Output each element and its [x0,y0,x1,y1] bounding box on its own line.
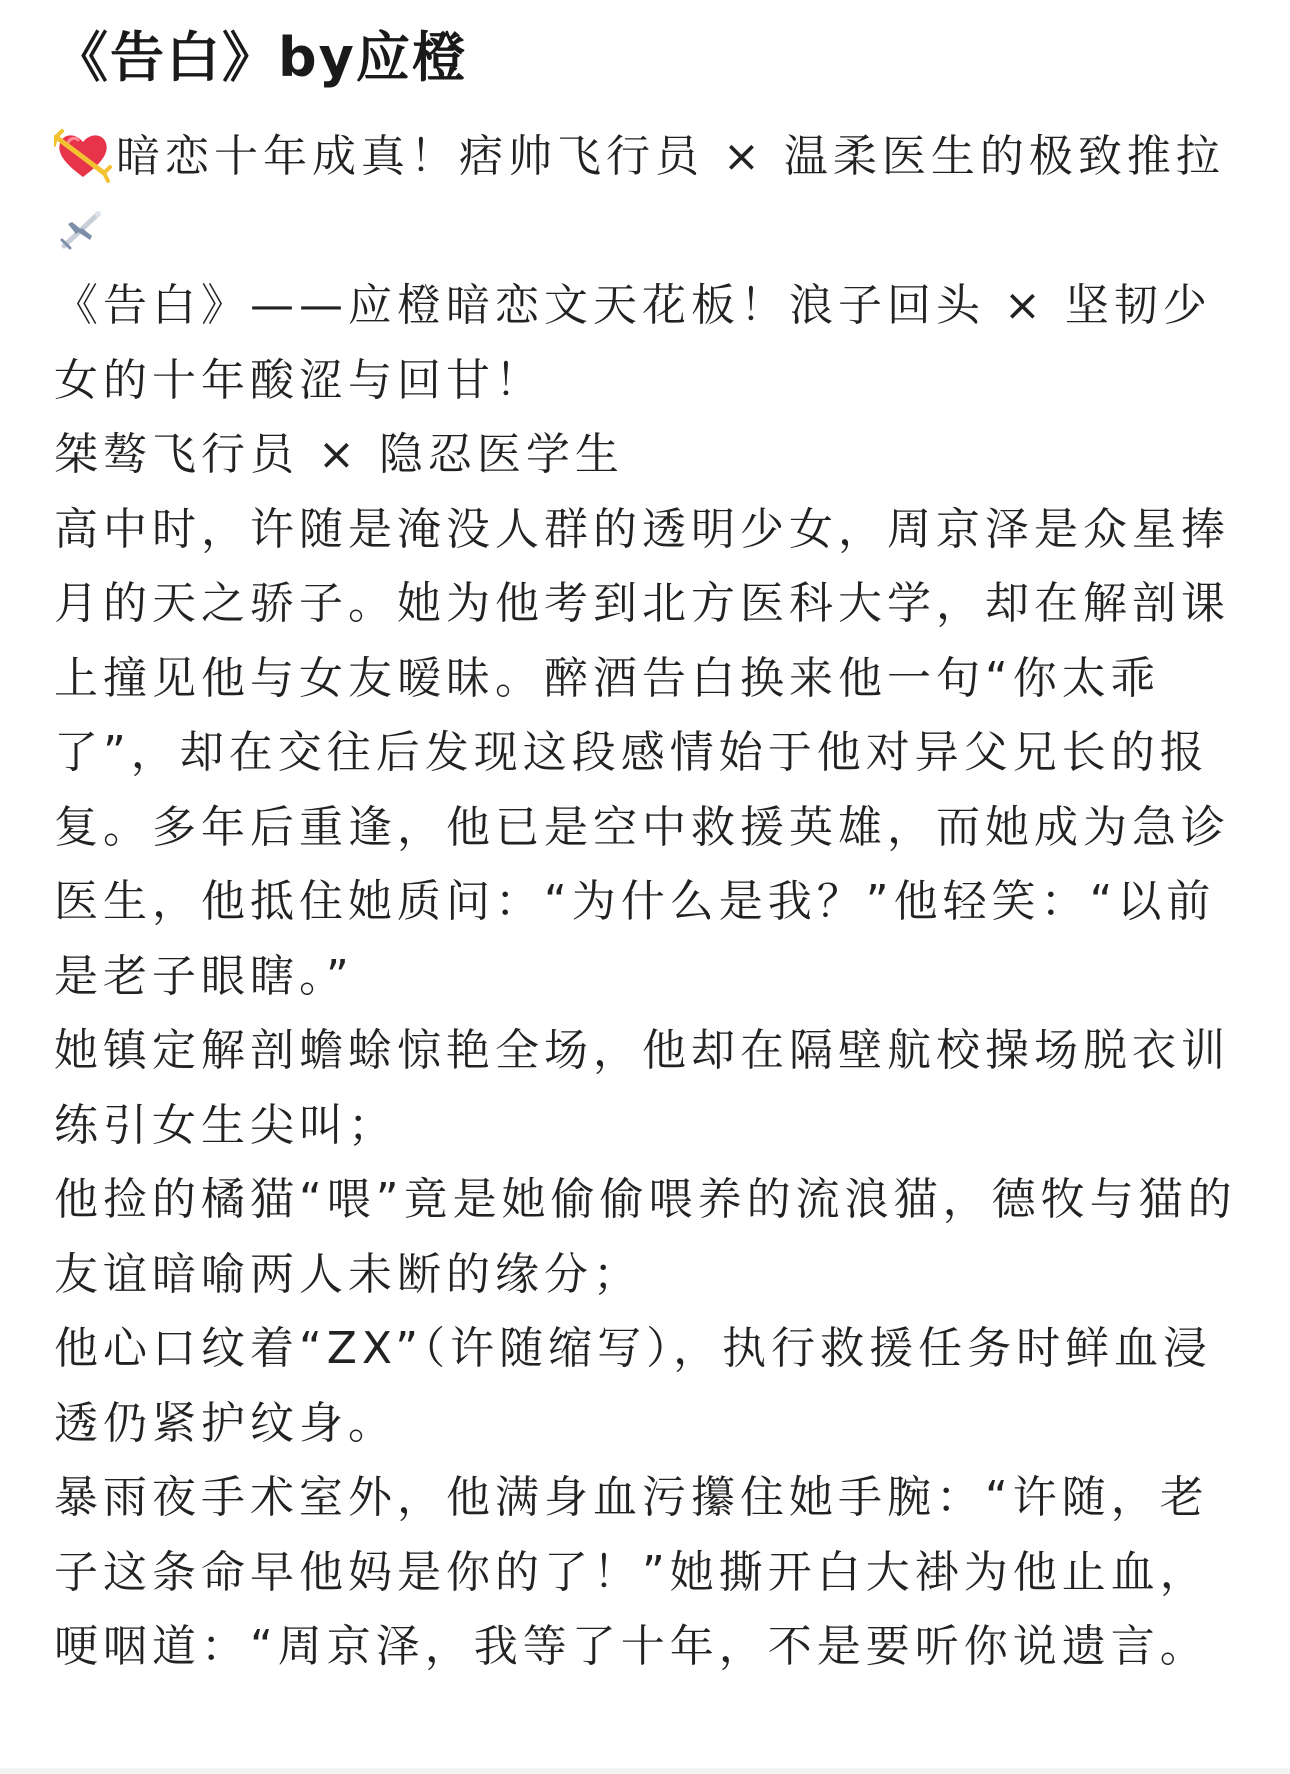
paragraph-synopsis: 高中时，许随是淹没人群的透明少女，周京泽是众星捧月的天之骄子。她为他考到北方医科大学，却在解剖课上撞见他与女友暧昧。醉酒告白换来他一句“你太乖了”，却在交往后发现这段感情始于他对异父兄长的报复。多年后重逢，他已是空中救援英雄，而她成为急诊医生，他抵住她质问：“为什么是我？”他轻笑：“以前是老子眼瞎。” [54,503,1230,1002]
paragraph-summary: 《告白》——应橙暗恋文天花板！浪子回头 × 坚韧少女的十年酸涩与回甘！ [54,280,1212,406]
paragraph-highlight-4: 暴雨夜手术室外，他满身血污攥住她手腕：“许随，老子这条命早他妈是你的了！”她撕开白大褂为他止血，哽咽道：“周京泽，我等了十年，不是要听你说遗言。 [54,1472,1209,1672]
bottom-edge [0,1768,1290,1774]
paragraph-highlight-3: 他心口纹着“ZX”（许随缩写），执行救援任务时鲜血浸透仍紧护纹身。 [54,1323,1213,1449]
airplane-icon [56,206,106,254]
paragraph-pairing: 桀骜飞行员 × 隐忍医学生 [54,429,624,480]
heart-with-ribbon-icon [54,127,112,183]
post-title: 《告白》by应橙 [54,26,468,89]
paragraph-tagline [54,120,1250,269]
paragraph-text: 暗恋十年成真！痞帅飞行员 × 温柔医生的极致推拉 [116,131,1225,182]
paragraph-highlight-2: 他捡的橘猫“喂”竟是她偷偷喂养的流浪猫，德牧与猫的友谊暗喻两人未断的缘分； [54,1174,1237,1300]
paragraph-highlight-1: 她镇定解剖蟾蜍惊艳全场，他却在隔壁航校操场脱衣训练引女生尖叫； [54,1025,1230,1151]
